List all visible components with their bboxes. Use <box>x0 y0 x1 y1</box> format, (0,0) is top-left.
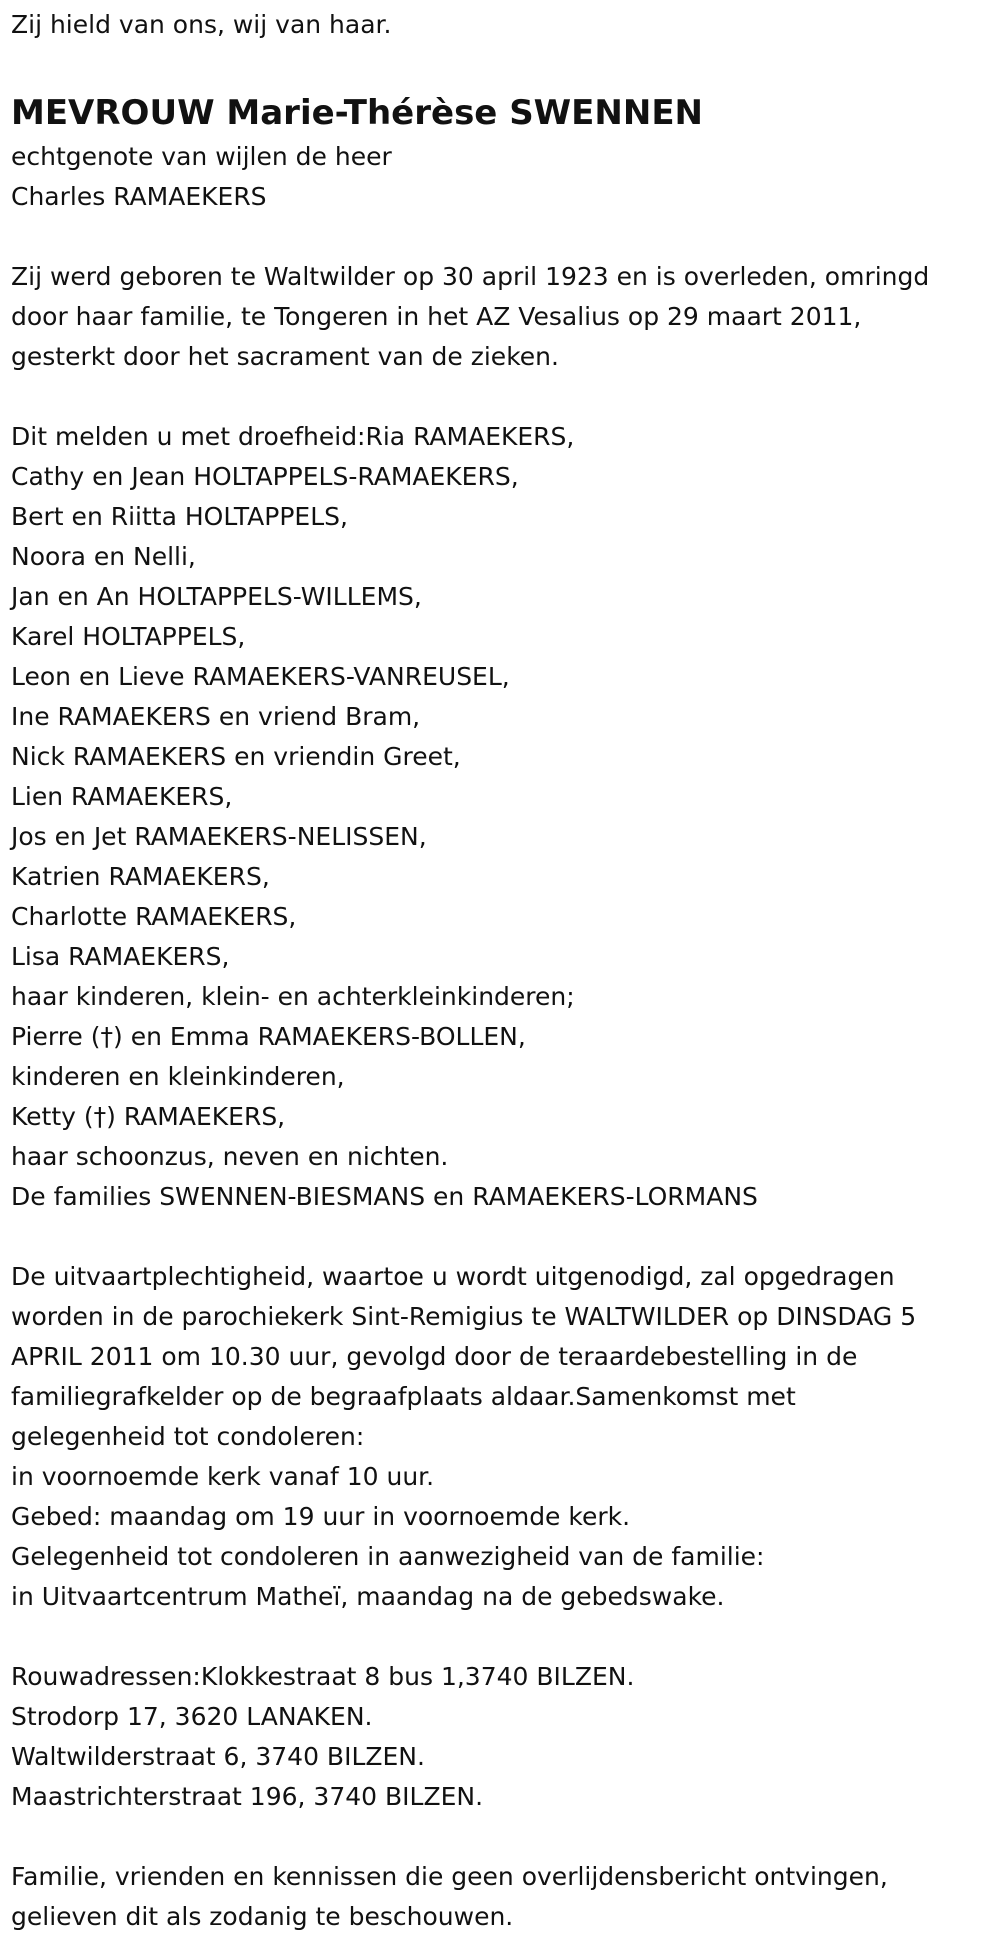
family-line: haar schoonzus, neven en nichten. <box>11 1142 449 1171</box>
spouse-line: Charles RAMAEKERS <box>11 182 267 211</box>
address-line: Strodorp 17, 3620 LANAKEN. <box>11 1702 373 1731</box>
address-line: Maastrichterstraat 196, 3740 BILZEN. <box>11 1782 484 1811</box>
family-line: Lisa RAMAEKERS, <box>11 942 230 971</box>
family-line: Ketty (†) RAMAEKERS, <box>11 1102 286 1131</box>
ceremony-line: Gelegenheid tot condoleren in aanwezigheid van de familie: <box>11 1542 765 1571</box>
closing-line: gelieven dit als zodanig te beschouwen. <box>11 1902 514 1931</box>
ceremony-line: in voornoemde kerk vanaf 10 uur. <box>11 1462 435 1491</box>
ceremony-line: De uitvaartplechtigheid, waartoe u wordt uitgenodigd, zal opgedragen <box>11 1262 895 1291</box>
ceremony-line: APRIL 2011 om 10.30 uur, gevolgd door de teraardebestelling in de <box>11 1342 858 1371</box>
spouse-section <box>11 137 1000 217</box>
motto-line: Zij hield van ons, wij van haar. <box>11 10 392 39</box>
ceremony-line: in Uitvaartcentrum Matheï, maandag na de gebedswake. <box>11 1582 725 1611</box>
family-line: Charlotte RAMAEKERS, <box>11 902 297 931</box>
ceremony-line: worden in de parochiekerk Sint-Remigius te WALTWILDER op DINSDAG 5 <box>11 1302 917 1331</box>
family-line: Jan en An HOLTAPPELS-WILLEMS, <box>11 582 422 611</box>
ceremony-section <box>11 1257 1000 1617</box>
addresses-section <box>11 1657 1000 1817</box>
birth-death-line: gesterkt door het sacrament van de zieken. <box>11 342 559 371</box>
closing-section <box>11 1857 1000 1937</box>
address-line: Rouwadressen:Klokkestraat 8 bus 1,3740 BILZEN. <box>11 1662 635 1691</box>
ceremony-line: familiegrafkelder op de begraafplaats aldaar.Samenkomst met <box>11 1382 796 1411</box>
family-line: Noora en Nelli, <box>11 542 196 571</box>
family-section <box>11 417 1000 1217</box>
family-line: Jos en Jet RAMAEKERS-NELISSEN, <box>11 822 427 851</box>
ceremony-line: gelegenheid tot condoleren: <box>11 1422 365 1451</box>
closing-line: Familie, vrienden en kennissen die geen overlijdensbericht ontvingen, <box>11 1862 888 1891</box>
birth-death-line: door haar familie, te Tongeren in het AZ Vesalius op 29 maart 2011, <box>11 302 862 331</box>
address-line: Waltwilderstraat 6, 3740 BILZEN. <box>11 1742 425 1771</box>
family-line: Karel HOLTAPPELS, <box>11 622 246 651</box>
birth-death-section <box>11 257 1000 377</box>
family-line: haar kinderen, klein- en achterkleinkinderen; <box>11 982 575 1011</box>
birth-death-line: Zij werd geboren te Waltwilder op 30 april 1923 en is overleden, omringd <box>11 262 930 291</box>
family-line: Leon en Lieve RAMAEKERS-VANREUSEL, <box>11 662 510 691</box>
ceremony-line: Gebed: maandag om 19 uur in voornoemde kerk. <box>11 1502 631 1531</box>
family-line: Lien RAMAEKERS, <box>11 782 233 811</box>
family-line: Dit melden u met droefheid:Ria RAMAEKERS, <box>11 422 575 451</box>
spouse-line: echtgenote van wijlen de heer <box>11 142 392 171</box>
family-line: Nick RAMAEKERS en vriendin Greet, <box>11 742 461 771</box>
family-line: kinderen en kleinkinderen, <box>11 1062 345 1091</box>
family-line: Cathy en Jean HOLTAPPELS-RAMAEKERS, <box>11 462 519 491</box>
family-line: Ine RAMAEKERS en vriend Bram, <box>11 702 421 731</box>
family-line: Bert en Riitta HOLTAPPELS, <box>11 502 348 531</box>
family-line: Katrien RAMAEKERS, <box>11 862 270 891</box>
family-line: Pierre (†) en Emma RAMAEKERS-BOLLEN, <box>11 1022 526 1051</box>
family-line: De families SWENNEN-BIESMANS en RAMAEKERS-LORMANS <box>11 1182 758 1211</box>
deceased-name-title: MEVROUW Marie-Thérèse SWENNEN <box>11 93 704 133</box>
